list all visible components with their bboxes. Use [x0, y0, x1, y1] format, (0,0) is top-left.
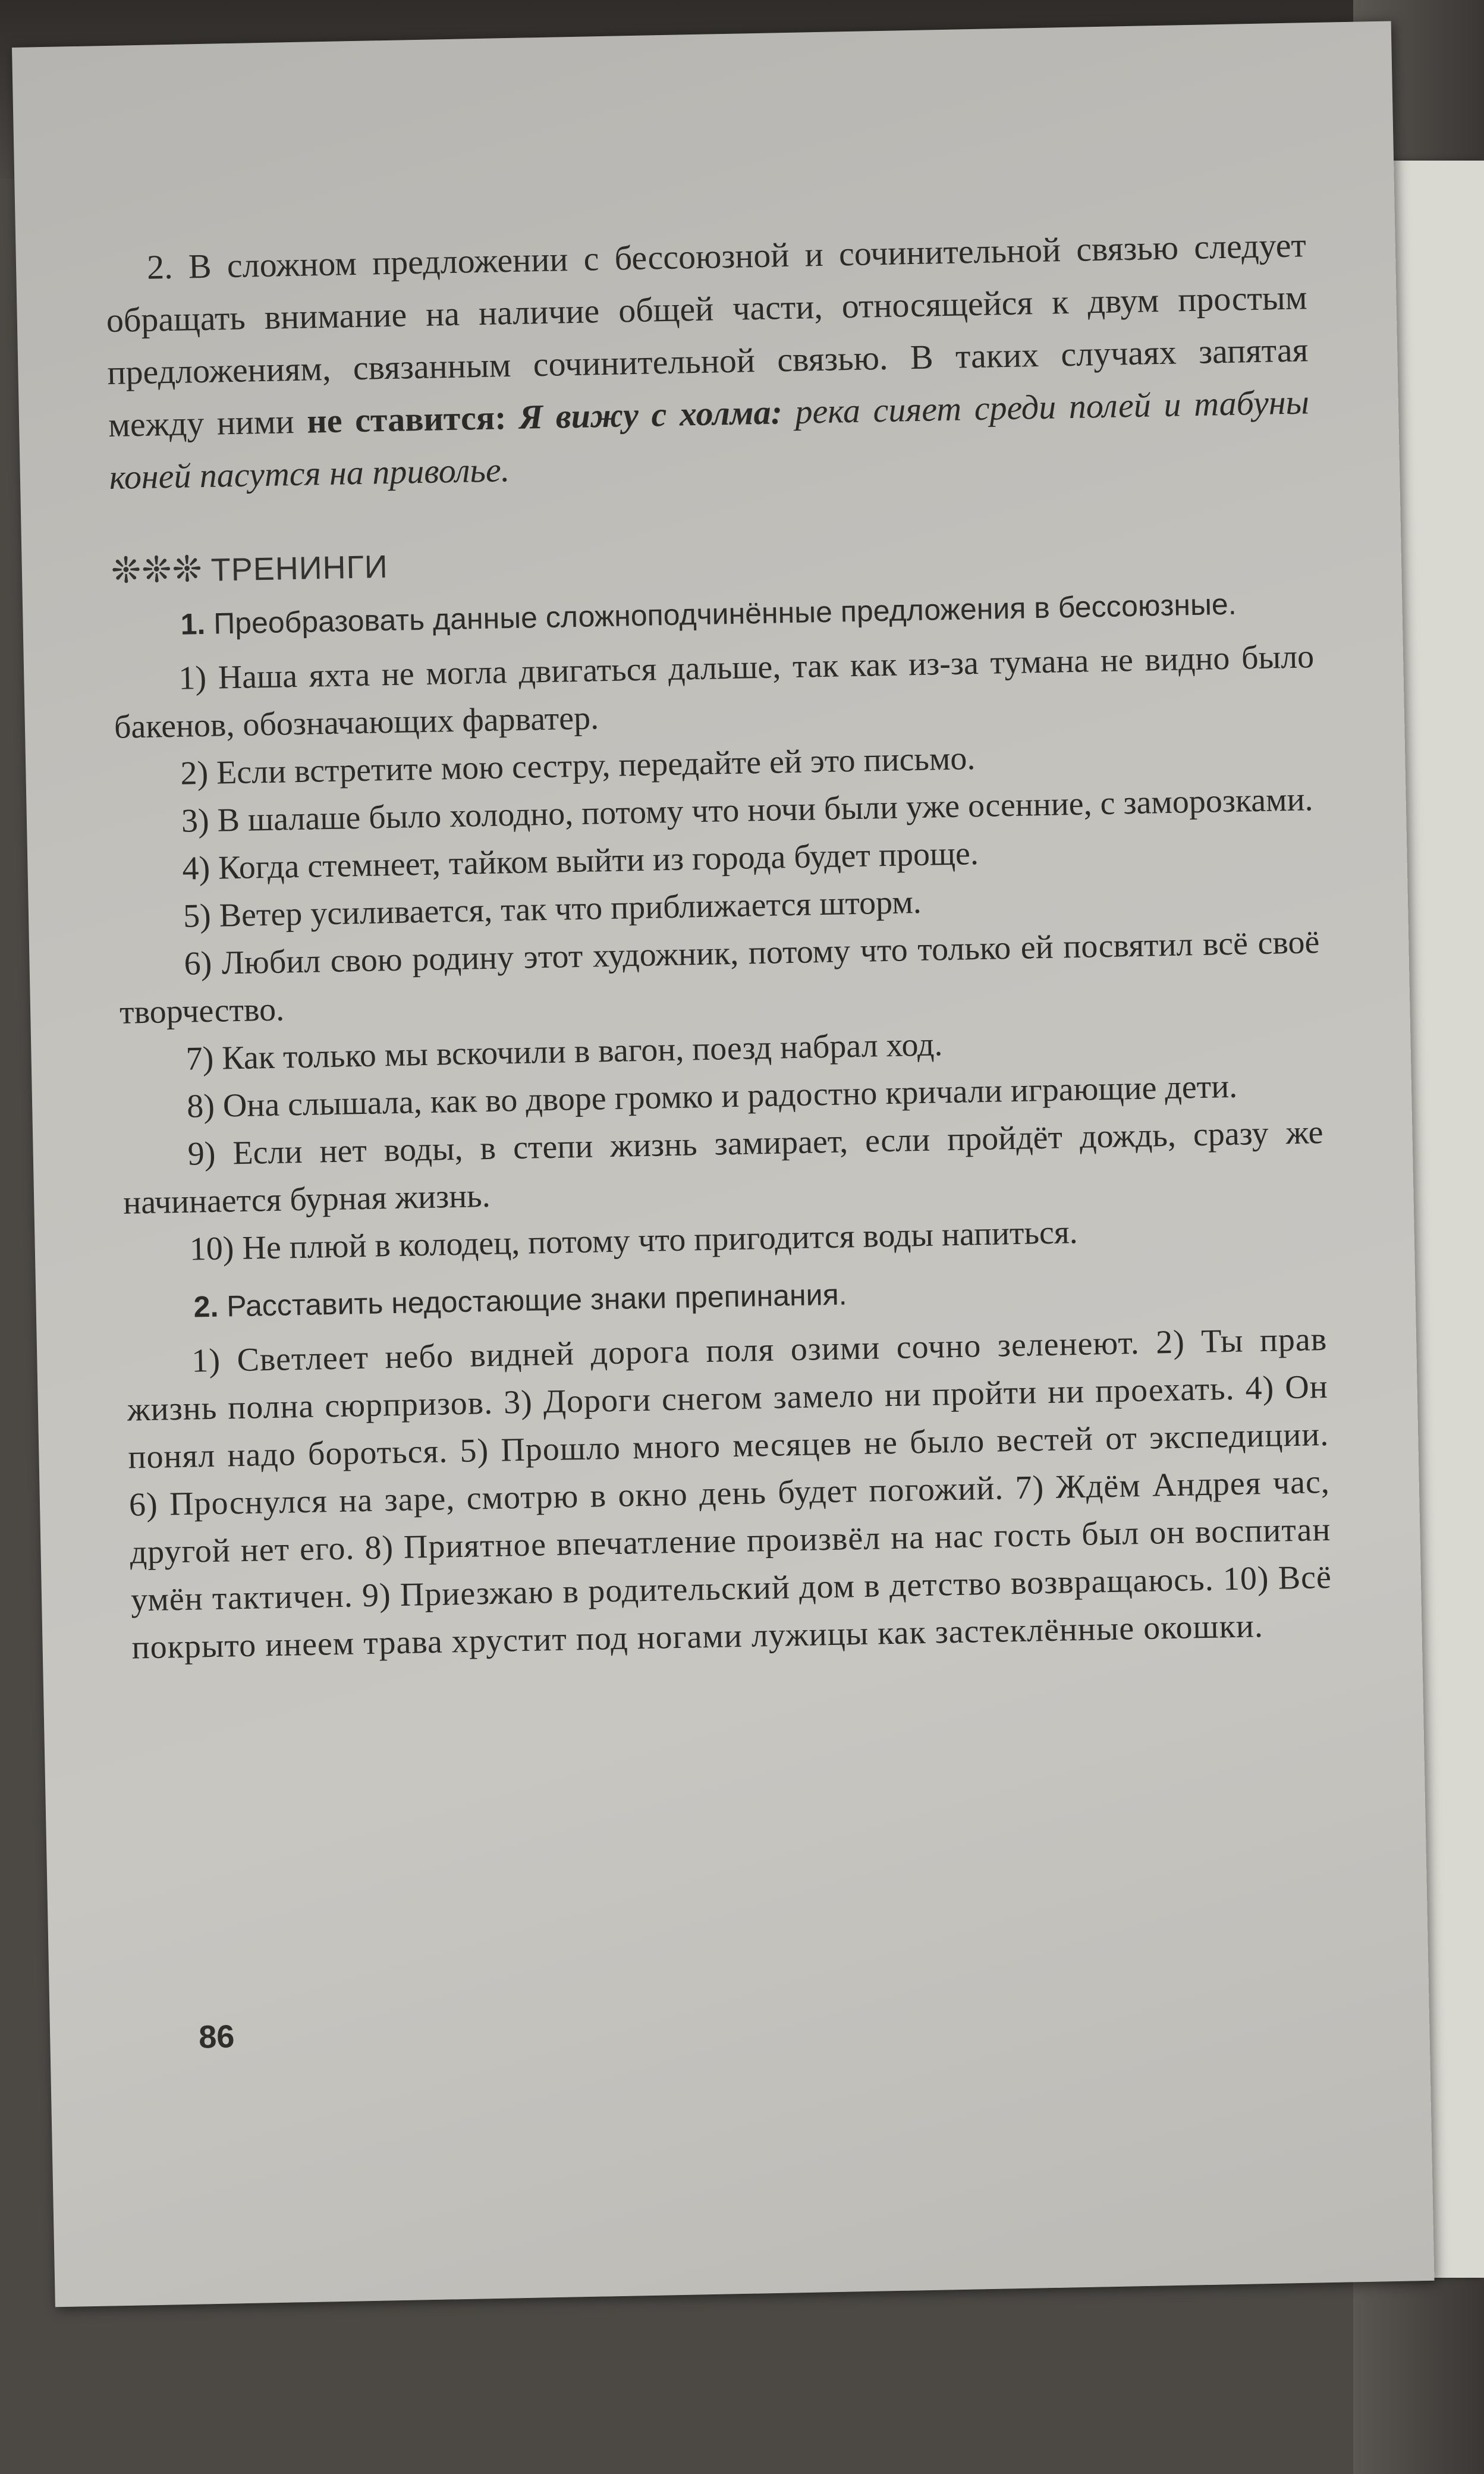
list-item: 2) Если встретите мою сестру, передайте ей это письмо.: [180, 740, 976, 792]
list-item: 3) В шалаше было холодно, потому что ночи были уже осенние, с заморозками.: [181, 781, 1314, 840]
task-2-text: 1) Светлеет небо видней дорога поля озими сочно зеленеют. 2) Ты прав жизнь полна сюрпризов. 3) Дороги снегом замело ни пройти ни проехать. 4) Он понял надо бороться. 5) Прошло много месяцев не было вестей от экспедиции. 6) Проснулся на заре, смотрю в окно день будет погожий. 7) Ждём Андрея час, другой нет его. 8) Приятное впечатление произвёл на нас гость был он воспитан умён тактичен. 9) Приезжаю в родительский дом в детство возвращаюсь. 10) Всё покрыто инеем трава хрустит под ногами лужицы как застеклённые окошки.: [127, 1320, 1332, 1666]
page-content: [105, 219, 1333, 1671]
list-item: 7) Как только мы вскочили в вагон, поезд набрал ход.: [186, 1026, 943, 1078]
rule-colon: :: [494, 397, 520, 437]
list-item: 10) Не плюй в колодец, потому что пригодится воды напиться.: [189, 1213, 1079, 1268]
rule-text: 2. В сложном предложении с бессоюзной и сочинительной связью следует обращать внимание на наличие общей части, относящейся к двум простым предложениям, связанным сочинительной связью. В таких случаях запятая между ними: [106, 225, 1309, 444]
list-item: 9) Если нет воды, в степи жизнь замирает, если пройдёт дождь, сразу же начинается бурная жизнь.: [122, 1114, 1324, 1222]
list-item: 4) Когда стемнеет, тайком выйти из города будет проще.: [181, 835, 979, 887]
page-number: 86: [198, 2018, 235, 2055]
rule-example-rest: река сияет среди полей и табуны коней пасутся на приволье.: [109, 382, 1310, 497]
rule-example-main: Я вижу с холма:: [518, 393, 783, 437]
list-item: 1) Наша яхта не могла двигаться дальше, так как из-за тумана не видно было бакенов, обозначающих фарватер.: [114, 638, 1315, 746]
task-2-number: 2.: [193, 1289, 219, 1324]
task-2-title: Расставить недостающие знаки препинания.: [226, 1277, 848, 1323]
rule-paragraph: [105, 219, 1310, 504]
book-page: [12, 21, 1435, 2307]
task-1-number: 1.: [180, 607, 206, 641]
training-heading: [111, 527, 1312, 592]
rule-emphasis: не ставится: [306, 398, 495, 441]
list-item: 5) Ветер усиливается, так что приближается шторм.: [183, 883, 922, 935]
training-title: ТРЕНИНГИ: [210, 549, 389, 588]
task-1-title: Преобразовать данные сложноподчинённые предложения в бессоюзные.: [213, 587, 1237, 641]
asterisk-ornament-icon: ❊❊❊: [111, 549, 203, 591]
task-1-list: [113, 633, 1326, 1274]
list-item: 6) Любил свою родину этот художник, потому что только ей посвятил всё своё творчество.: [119, 924, 1320, 1031]
list-item: 8) Она слышала, как во дворе громко и радостно кричали играющие дети.: [186, 1068, 1238, 1125]
